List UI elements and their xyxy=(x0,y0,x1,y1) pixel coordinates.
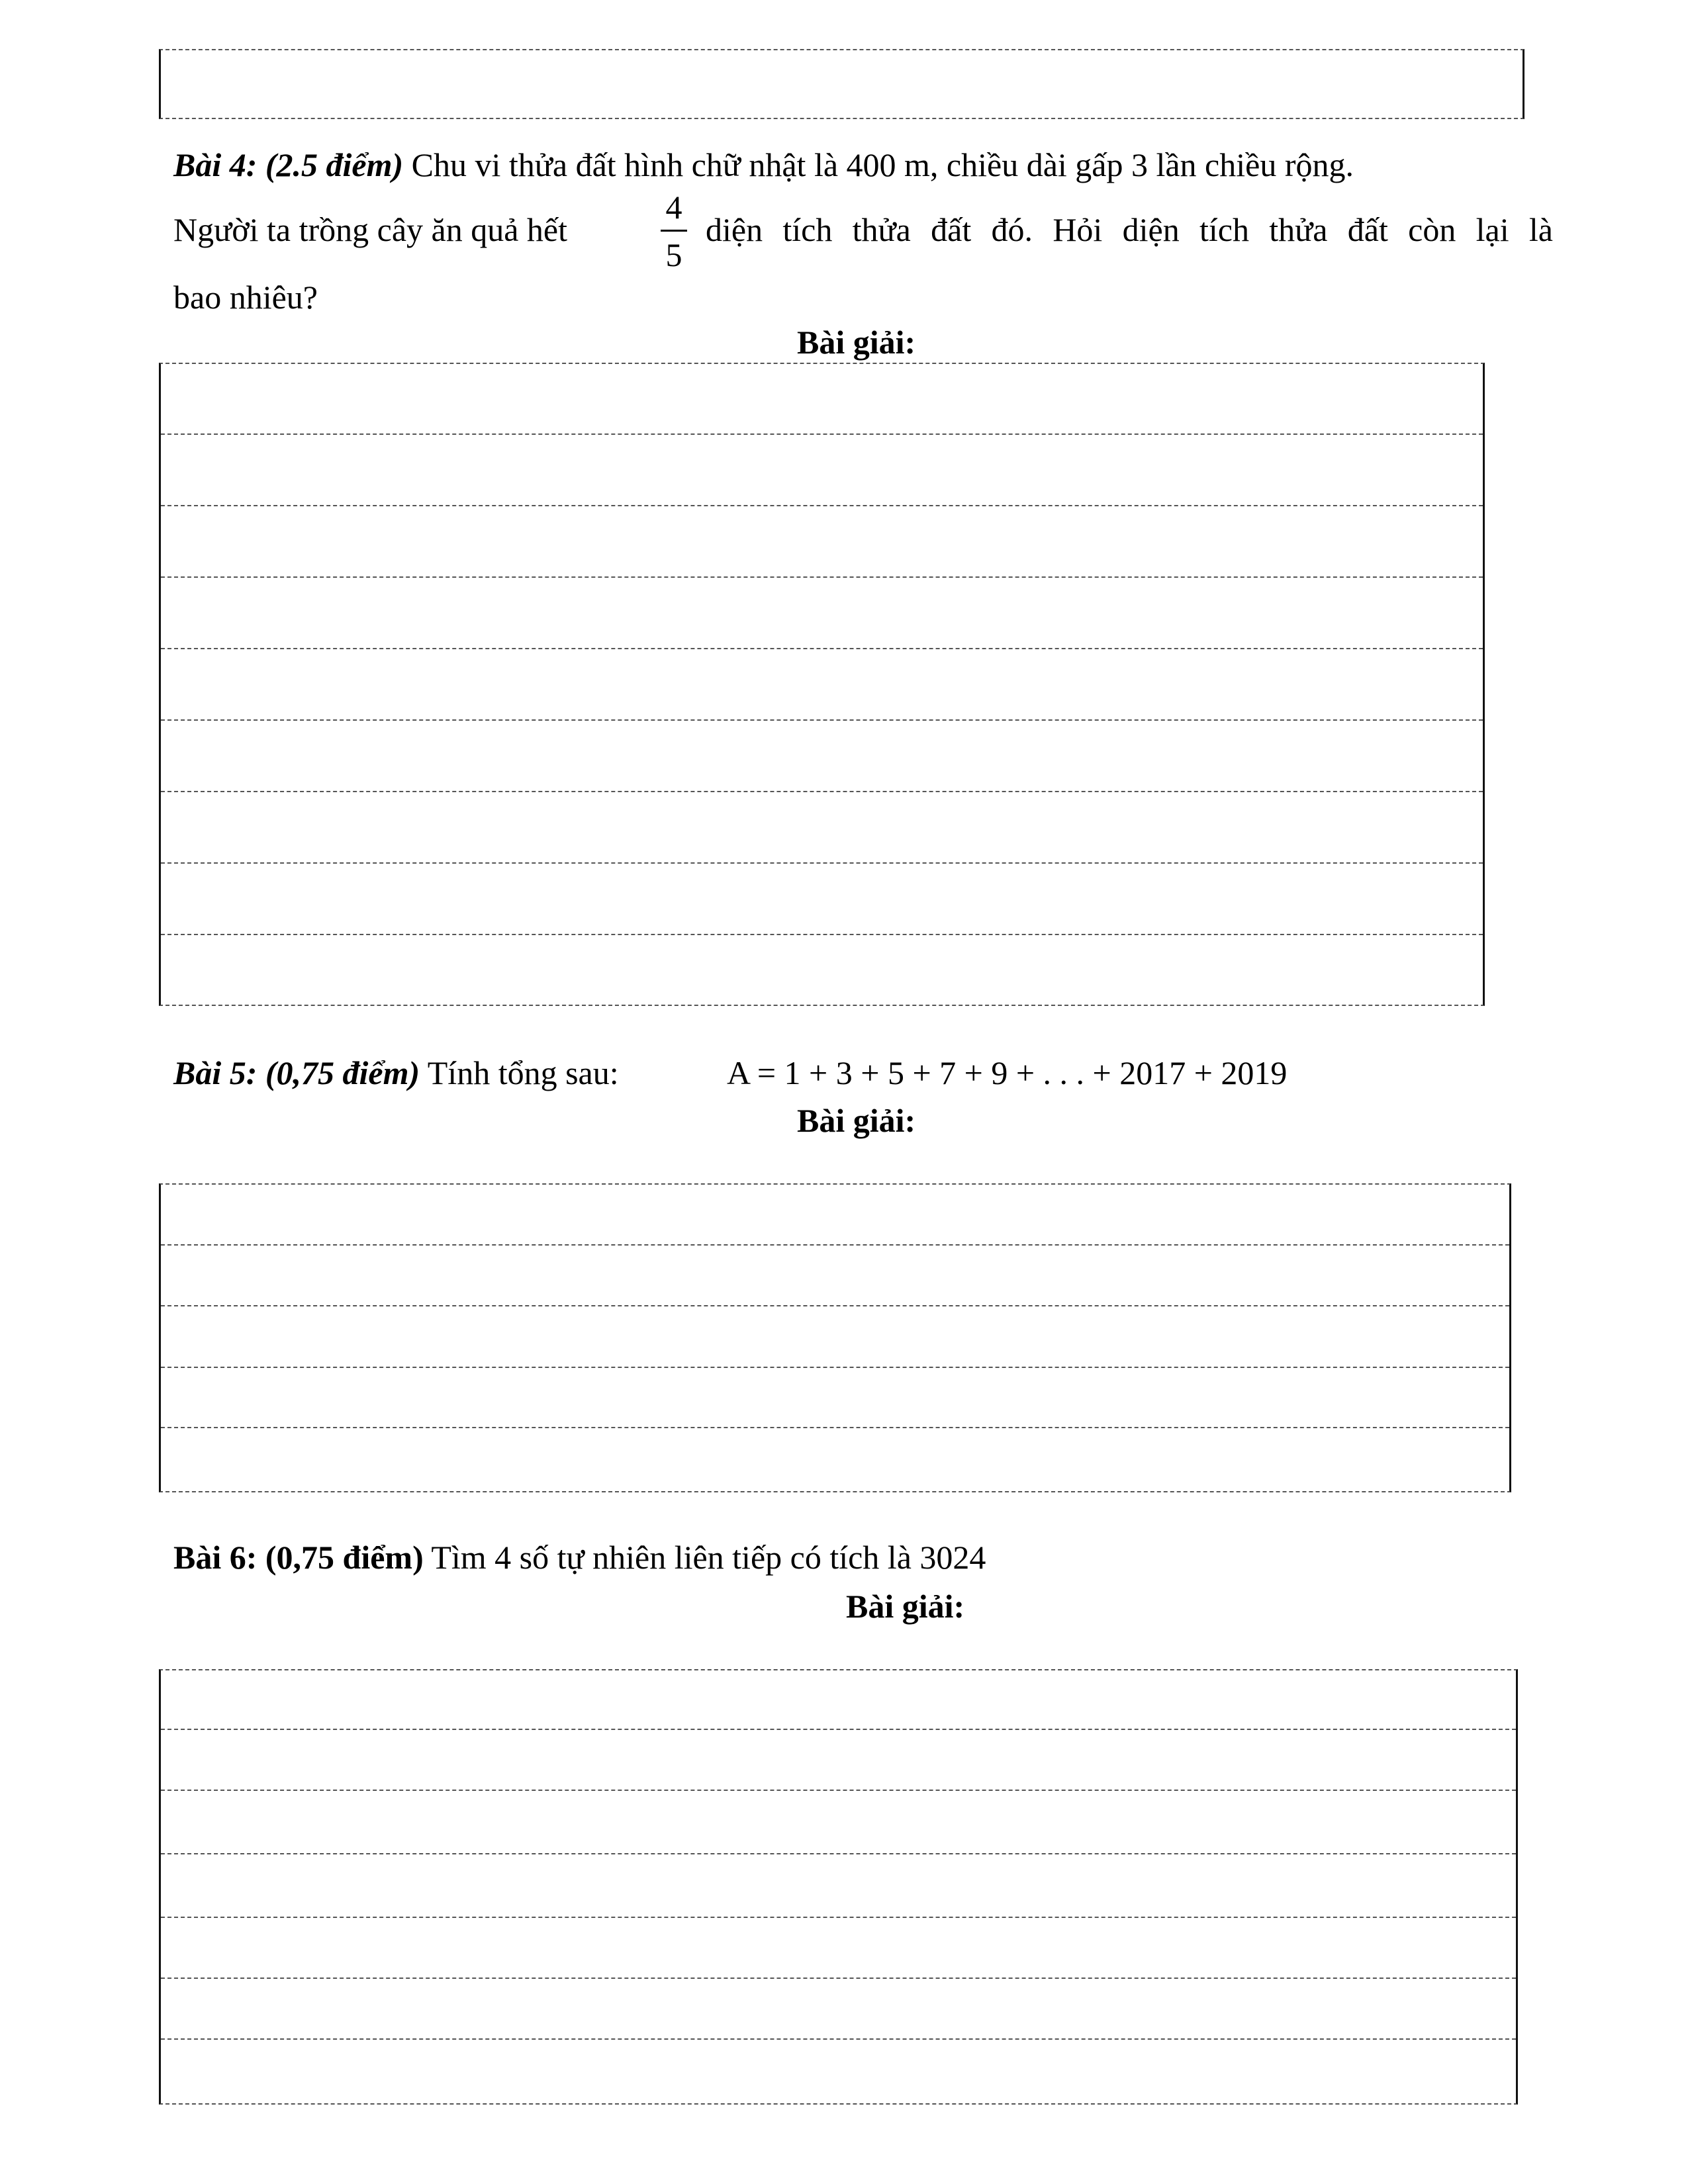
answer-line xyxy=(161,2038,1516,2040)
fraction-bar xyxy=(661,230,687,232)
answer-line xyxy=(161,1729,1516,1730)
bai5-label: Bài 5: (0,75 điểm) xyxy=(173,1054,420,1091)
answer-line xyxy=(161,1367,1509,1368)
answer-line xyxy=(161,719,1483,721)
bai5-solution-title: Bài giải: xyxy=(797,1102,916,1139)
answer-line xyxy=(161,934,1483,935)
answer-line xyxy=(161,648,1483,649)
fraction-denominator: 5 xyxy=(665,236,682,273)
bai5-line xyxy=(173,1056,619,1089)
answer-line xyxy=(161,1790,1516,1791)
bai5-text: Tính tổng sau: xyxy=(420,1054,619,1091)
bai6-text: Tìm 4 số tự nhiên liên tiếp có tích là 3024 xyxy=(423,1539,986,1576)
answer-box-previous[interactable] xyxy=(159,49,1524,119)
bai4-text-line2b: diện tích thửa đất đó. Hỏi diện tích thửa đất còn lại là xyxy=(706,211,1553,248)
answer-line xyxy=(161,433,1483,435)
answer-line xyxy=(161,1244,1509,1246)
bai6-line xyxy=(173,1541,986,1574)
bai6-label: Bài 6: (0,75 điểm) xyxy=(173,1539,424,1576)
answer-line xyxy=(161,1853,1516,1854)
answer-line xyxy=(161,1917,1516,1918)
bai5-answer-box[interactable] xyxy=(159,1183,1511,1492)
answer-line xyxy=(161,862,1483,864)
bai6-answer-box[interactable] xyxy=(159,1669,1518,2105)
bai4-line1 xyxy=(173,148,1354,181)
bai4-text-line1: Chu vi thửa đất hình chữ nhật là 400 m, chiều dài gấp 3 lần chiều rộng. xyxy=(403,146,1354,183)
bai6-solution-title: Bài giải: xyxy=(846,1588,965,1625)
bai4-line2b xyxy=(706,213,1553,246)
answer-line xyxy=(161,505,1483,506)
bai4-answer-box[interactable] xyxy=(159,363,1485,1006)
answer-line xyxy=(161,791,1483,792)
bai4-label: Bài 4: (2.5 điểm) xyxy=(173,146,404,183)
bai4-line3: bao nhiêu? xyxy=(173,279,318,316)
bai4-line2a: Người ta trồng cây ăn quả hết xyxy=(173,211,568,248)
answer-line xyxy=(161,1978,1516,1979)
bai5-formula: A = 1 + 3 + 5 + 7 + 9 + . . . + 2017 + 2019 xyxy=(727,1054,1288,1091)
answer-line xyxy=(161,1305,1509,1306)
bai4-solution-title: Bài giải: xyxy=(797,324,916,361)
fraction-numerator: 4 xyxy=(665,189,682,226)
answer-line xyxy=(161,1427,1509,1428)
answer-line xyxy=(161,576,1483,578)
